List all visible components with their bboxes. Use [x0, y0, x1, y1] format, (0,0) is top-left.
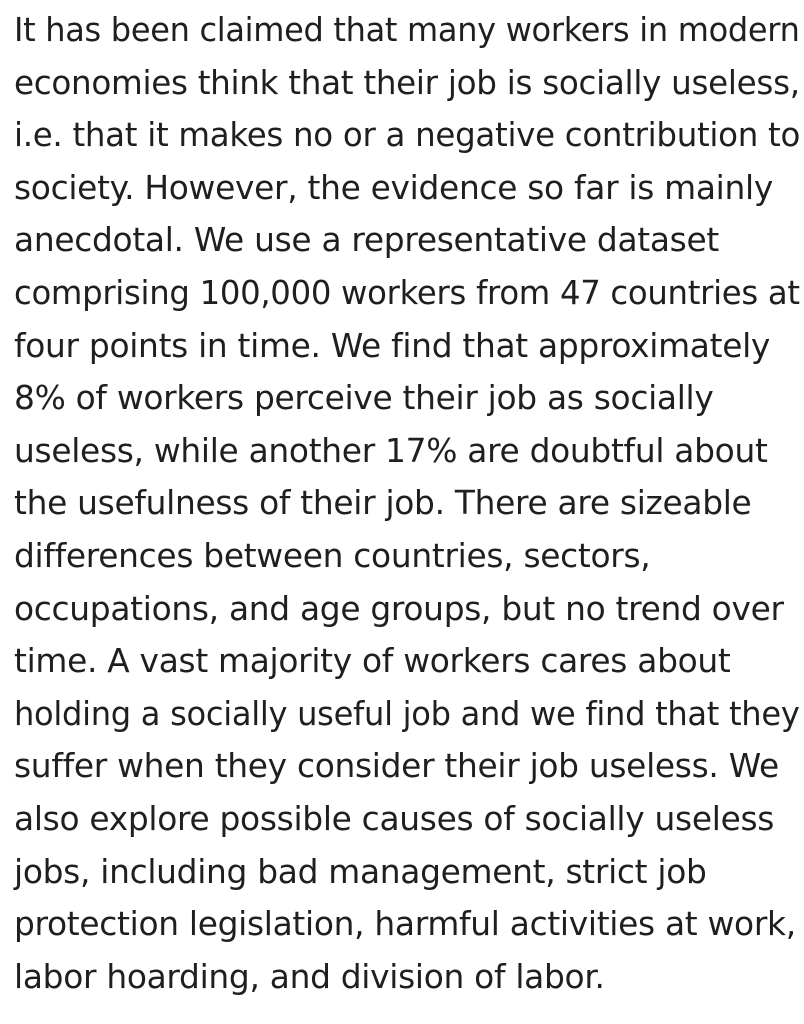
abstract-line: labor hoarding, and division of labor. — [14, 956, 605, 996]
abstract-line: suffer when they consider their job useless. We — [14, 746, 779, 786]
abstract-line: society. However, the evidence so far is mainly — [14, 167, 773, 207]
abstract-line: economies think that their job is socially useless, — [14, 62, 800, 102]
abstract-line: jobs, including bad management, strict job — [14, 851, 707, 891]
abstract-line: time. A vast majority of workers cares about — [14, 641, 731, 681]
abstract-line: protection legislation, harmful activities at work, — [14, 904, 796, 944]
abstract-text — [14, 4, 804, 1003]
abstract-line: also explore possible causes of socially useless — [14, 798, 775, 838]
abstract-line: i.e. that it makes no or a negative contribution to — [14, 115, 801, 155]
abstract-line: holding a socially useful job and we find that they — [14, 693, 800, 733]
abstract-line: anecdotal. We use a representative dataset — [14, 220, 719, 260]
abstract-line: occupations, and age groups, but no trend over — [14, 588, 784, 628]
abstract-line: differences between countries, sectors, — [14, 535, 651, 575]
abstract-line: four points in time. We find that approximately — [14, 325, 771, 365]
abstract-line: 8% of workers perceive their job as socially — [14, 378, 714, 418]
abstract-line: comprising 100,000 workers from 47 countries at — [14, 272, 800, 312]
abstract-line: It has been claimed that many workers in modern — [14, 10, 800, 49]
abstract-line: useless, while another 17% are doubtful about — [14, 430, 768, 470]
abstract-line: the usefulness of their job. There are sizeable — [14, 483, 752, 523]
